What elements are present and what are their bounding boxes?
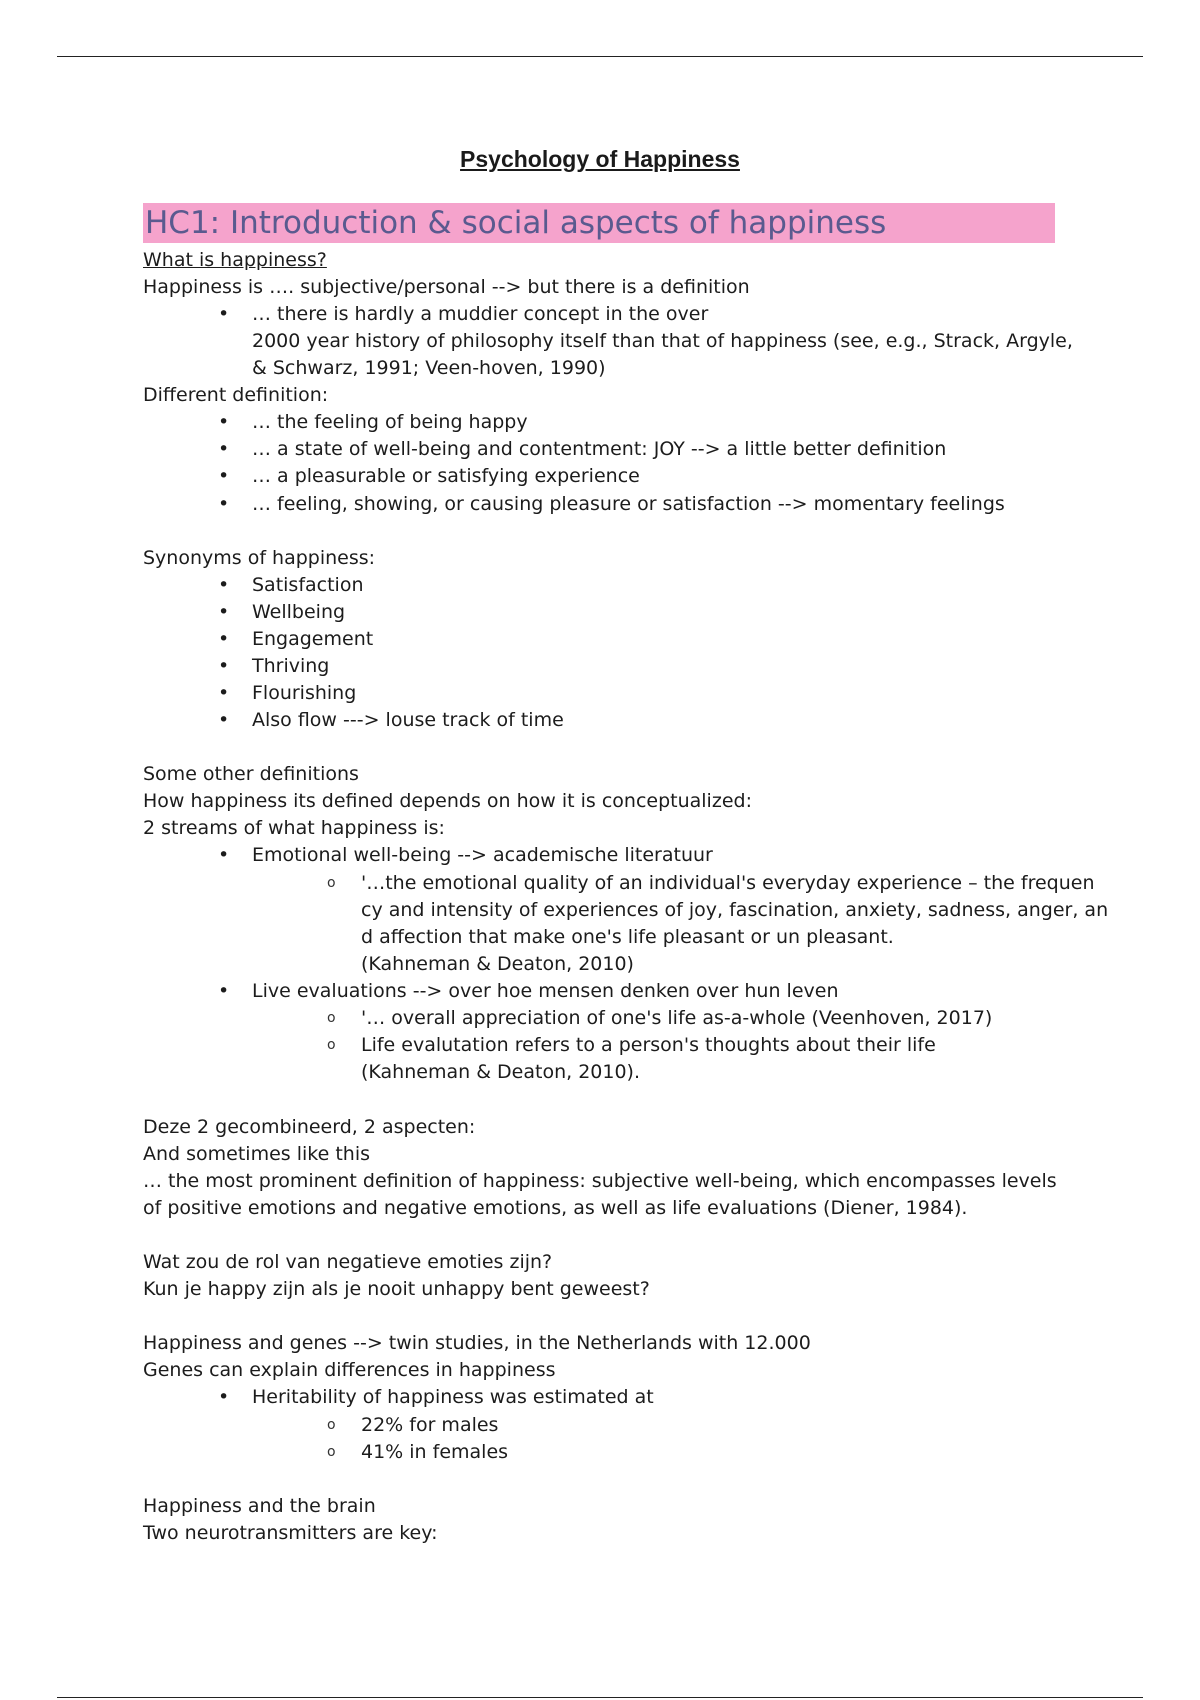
bullet-item: • … a state of well-being and contentment: JOY --> a little better definition xyxy=(252,437,946,461)
text-line: Some other definitions xyxy=(143,763,359,785)
text-line: of positive emotions and negative emotions, as well as life evaluations (Diener, 1984). xyxy=(143,1197,968,1219)
text-line: How happiness its defined depends on how it is conceptualized: xyxy=(143,790,752,812)
text-line: Happiness is …. subjective/personal --> but there is a definition xyxy=(143,276,750,298)
bullet-item: • Heritability of happiness was estimated at xyxy=(252,1385,654,1409)
text-line: … the most prominent definition of happiness: subjective well-being, which encompasses levels xyxy=(143,1170,1057,1192)
bullet-item: • Emotional well-being --> academische literatuur xyxy=(252,843,713,867)
sub-bullet-item: o 41% in females xyxy=(361,1440,508,1464)
text-line: And sometimes like this xyxy=(143,1143,371,1165)
text-line: cy and intensity of experiences of joy, fascination, anxiety, sadness, anger, an xyxy=(361,899,1109,921)
bullet-item: • Satisfaction xyxy=(252,573,364,597)
bullet-item: • Flourishing xyxy=(252,681,356,705)
bullet-item: • … there is hardly a muddier concept in the over xyxy=(252,302,708,326)
text-line: (Kahneman & Deaton, 2010) xyxy=(361,953,634,975)
bullet-item: • Wellbeing xyxy=(252,600,345,624)
text-line: 2 streams of what happiness is: xyxy=(143,817,445,839)
text-line: & Schwarz, 1991; Veen-hoven, 1990) xyxy=(252,357,606,379)
bottom-rule xyxy=(57,1697,1143,1698)
document-title: Psychology of Happiness xyxy=(460,146,740,172)
text-line: Happiness and genes --> twin studies, in the Netherlands with 12.000 xyxy=(143,1332,811,1354)
section-heading: HC1: Introduction & social aspects of happiness xyxy=(143,203,1055,243)
bullet-item: • Thriving xyxy=(252,654,329,678)
text-line: Happiness and the brain xyxy=(143,1495,376,1517)
bullet-item: • Live evaluations --> over hoe mensen denken over hun leven xyxy=(252,979,839,1003)
text-line: Kun je happy zijn als je nooit unhappy bent geweest? xyxy=(143,1278,650,1300)
text-line: d affection that make one's life pleasant or un pleasant. xyxy=(361,926,894,948)
text-line: Genes can explain differences in happiness xyxy=(143,1359,556,1381)
subheading-what-is-happiness: What is happiness? xyxy=(143,249,327,271)
text-line: Synonyms of happiness: xyxy=(143,547,376,569)
text-line: Deze 2 gecombineerd, 2 aspecten: xyxy=(143,1116,476,1138)
text-line: Different definition: xyxy=(143,384,329,406)
text-line: Two neurotransmitters are key: xyxy=(143,1522,438,1544)
sub-bullet-item: o '…the emotional quality of an individual's everyday experience – the frequen xyxy=(361,871,1095,895)
top-rule xyxy=(57,56,1143,57)
bullet-item: • Engagement xyxy=(252,627,373,651)
text-line: 2000 year history of philosophy itself than that of happiness (see, e.g., Strack, Argyle, xyxy=(252,330,1073,352)
bullet-item: • … feeling, showing, or causing pleasure or satisfaction --> momentary feelings xyxy=(252,492,1005,516)
sub-bullet-item: o Life evalutation refers to a person's thoughts about their life xyxy=(361,1033,936,1057)
text-line: Wat zou de rol van negatieve emoties zijn? xyxy=(143,1251,553,1273)
bullet-item: • … a pleasurable or satisfying experience xyxy=(252,464,640,488)
bullet-item: • Also flow ---> louse track of time xyxy=(252,708,564,732)
bullet-item: • … the feeling of being happy xyxy=(252,410,528,434)
sub-bullet-item: o 22% for males xyxy=(361,1413,498,1437)
text-line: (Kahneman & Deaton, 2010). xyxy=(361,1061,641,1083)
sub-bullet-item: o '… overall appreciation of one's life as-a-whole (Veenhoven, 2017) xyxy=(361,1006,992,1030)
